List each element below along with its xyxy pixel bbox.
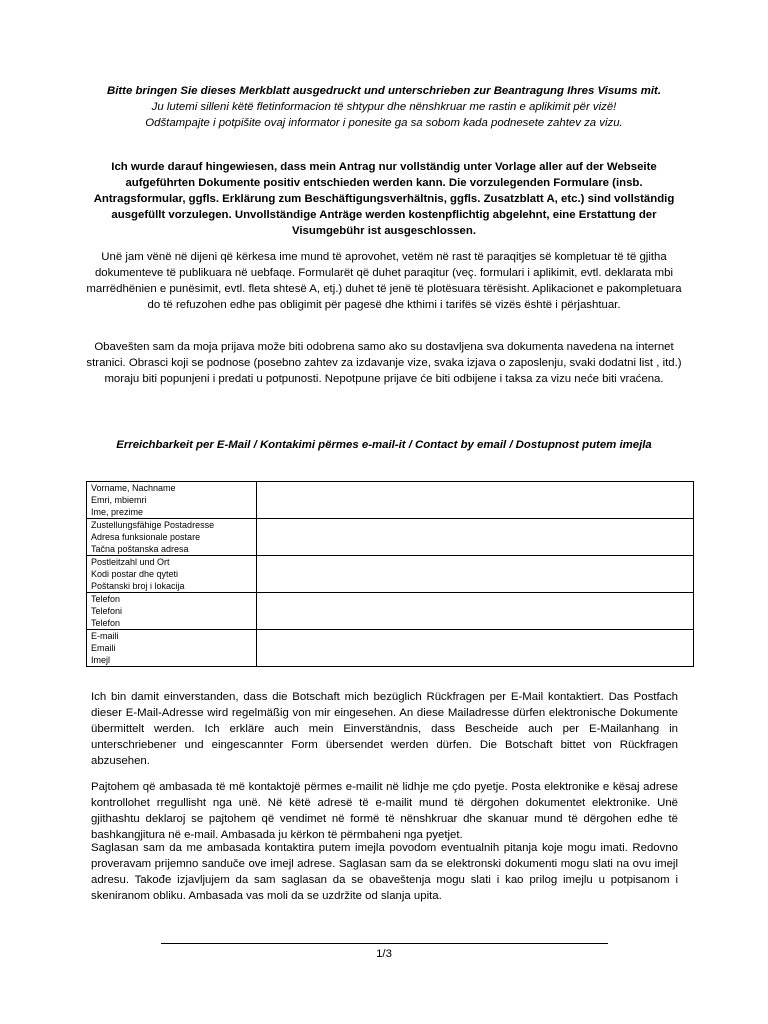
label-de: Postleitzahl und Ort	[91, 557, 170, 567]
table-row	[87, 519, 694, 556]
label-bs: Telefon	[91, 618, 121, 628]
label-sq: Telefoni	[91, 606, 123, 616]
label-sq: Kodi postar dhe qyteti	[91, 569, 179, 579]
email-field[interactable]	[257, 630, 694, 667]
intro-bosnian: Odštampajte i potpišite ovaj informator i ponesite ga sa sobom kada podnesete zahtev za vizu.	[145, 117, 623, 129]
notice-bosnian: Obavešten sam da moja prijava može biti odobrena samo ako su dostavljena sva dokumenta navedena na internet stranici. Obrasci koji se podnose (posebno zahtev za izdavanje vize, svaka izjava o zaposlenju, svaki dodatni list , itd.) moraju biti popunjeni i predati u potpunosti. Nepotpune prijave će biti odbijene i taksa za vizu neće biti vraćena.	[86, 341, 682, 385]
label-de: E-maili	[91, 631, 119, 641]
label-de: Telefon	[91, 594, 121, 604]
row-label-phone	[87, 593, 257, 630]
email-contact-heading: Erreichbarkeit per E-Mail / Kontakimi përmes e-mail-it / Contact by email / Dostupnost putem imejla	[116, 439, 652, 451]
label-de: Vorname, Nachname	[91, 483, 176, 493]
row-label-email	[87, 630, 257, 667]
label-bs: Tačna poštanska adresa	[91, 544, 189, 554]
name-field[interactable]	[257, 482, 694, 519]
row-label-postcode-city	[87, 556, 257, 593]
table-row	[87, 556, 694, 593]
label-de: Zustellungsfähige Postadresse	[91, 520, 215, 530]
consent-german: Ich bin damit einverstanden, dass die Botschaft mich bezüglich Rückfragen per E-Mail kontaktiert. Das Postfach dieser E-Mail-Adresse wird regelmäßig von mir eingesehen. An diese Mailadresse dürfen elektronische Dokumente übermittelt werden. Ich erkläre auch mein Einverständnis, dass Bescheide auch per E-Mailanhang in unterschriebener und eingescannter Form übersendet werden dürfen. Die Botschaft bittet von Rückfragen abzusehen.	[91, 691, 678, 767]
intro-albanian: Ju lutemi silleni këtë fletinformacion të shtypur dhe nënshkruar me rastin e aplikimit për vizë!	[151, 101, 617, 113]
contact-table	[86, 481, 694, 667]
label-bs: Poštanski broj i lokacija	[91, 581, 185, 591]
table-row	[87, 593, 694, 630]
phone-field[interactable]	[257, 593, 694, 630]
label-sq: Adresa funksionale postare	[91, 532, 201, 542]
postal-address-field[interactable]	[257, 519, 694, 556]
row-label-name	[87, 482, 257, 519]
label-bs: Imejl	[91, 655, 111, 665]
postcode-city-field[interactable]	[257, 556, 694, 593]
intro-german: Bitte bringen Sie dieses Merkblatt ausgedruckt und unterschrieben zur Beantragung Ihres Visums mit.	[106, 85, 662, 97]
signature-line[interactable]	[161, 943, 608, 944]
label-bs: Ime, prezime	[91, 507, 144, 517]
notice-albanian: Unë jam vënë në dijeni që kërkesa ime mund të aprovohet, vetëm në rast të paraqitjes së kompletuar të të gjitha dokumenteve të publikuara në uebfaqe. Formularët që duhet paraqitur (veç. formulari i aplikimit, evtl. deklarata mbi marrëdhënien e punësimit, evtl. fleta shtesë A, etj.) duhet të jenë të plotësuara tërësisht. Aplikacionet e pakompletuara do të refuzohen edhe pas obligimit për pagesë dhe kthimi i tarifës së vizës është i përjashtuar.	[86, 251, 682, 311]
consent-bosnian: Saglasan sam da me ambasada kontaktira putem imejla povodom eventualnih pitanja koje mogu imati. Redovno proveravam prijemno sanduče ove imejl adrese. Saglasan sam da se elektronski dokumenti mogu slati na ovu imejl adresu. Takođe izjavljujem da sam saglasan da se obaveštenja mogu slati i kao prilog imejlu u potpisanom i skeniranom obliku. Ambasada vas moli da se uzdržite od slanja upita.	[91, 842, 678, 902]
notice-german: Ich wurde darauf hingewiesen, dass mein Antrag nur vollständig unter Vorlage aller auf der Webseite aufgeführten Dokumente positiv entschieden werden kann. Die vorzulegenden Formulare (insb. Antragsformular, ggfls. Erklärung zum Beschäftigungsverhältnis, ggfls. Zusatzblatt A, etc.) sind vollständig ausgefüllt vorzulegen. Unvollständige Anträge werden kostenpflichtig abgelehnt, eine Erstattung der Visumgebühr ist ausgeschlossen.	[93, 161, 675, 237]
table-row	[87, 630, 694, 667]
table-row	[87, 482, 694, 519]
consent-albanian: Pajtohem që ambasada të më kontaktojë përmes e-mailit në lidhje me çdo pyetje. Posta elektronike e kësaj adrese kontrollohet rregullisht nga unë. Në këtë adresë të e-mailit mund të dërgohen dokumentet elektronike. Unë gjithashtu deklaroj se pajtohem që vendimet në formë të nënshkruar dhe skanuar mund të dërgohen edhe të bashkangjitura në e-mail. Ambasada ju kërkon të përmbaheni nga pyetjet.	[91, 781, 678, 841]
intro-block	[90, 83, 678, 131]
page-number: 1/3	[376, 948, 392, 960]
label-sq: Emri, mbiemri	[91, 495, 147, 505]
label-sq: Emaili	[91, 643, 116, 653]
row-label-postal-address	[87, 519, 257, 556]
